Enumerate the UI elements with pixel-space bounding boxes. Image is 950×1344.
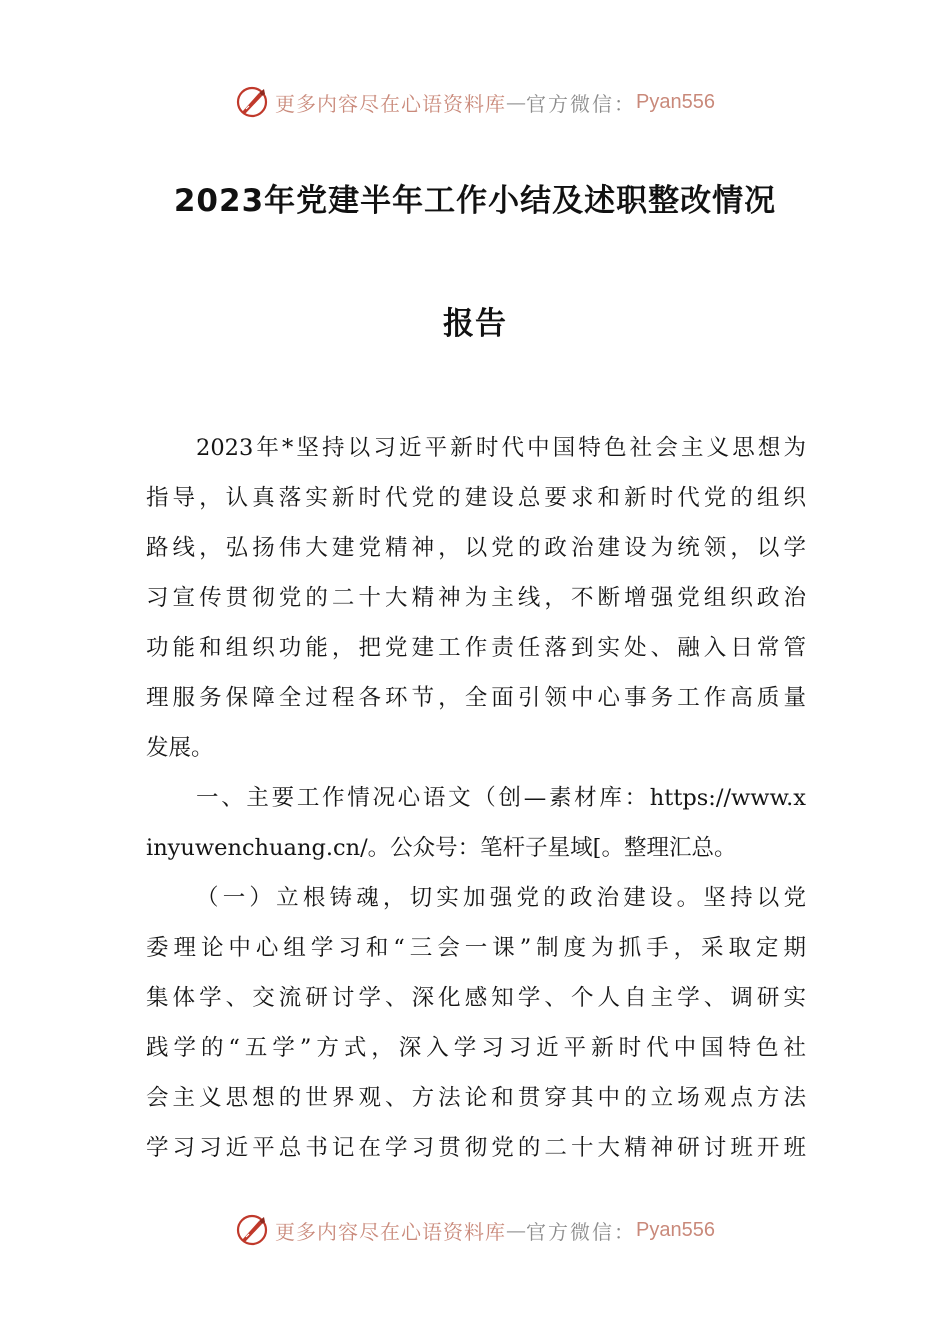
quill-logo-icon bbox=[235, 85, 269, 119]
body-line: 集体学、交流研讨学、深化感知学、个人自主学、调研实 bbox=[146, 985, 806, 1011]
body-line: inyuwenchuang.cn/。公众号：笔杆子星域[。整理汇总。 bbox=[146, 835, 737, 861]
banner-separator: — bbox=[506, 1218, 527, 1242]
banner-wechat-id: Pyan556 bbox=[636, 1218, 715, 1241]
banner-wechat-label: 官方微信： bbox=[526, 1219, 637, 1244]
body-line: 理服务保障全过程各环节，全面引领中心事务工作高质量 bbox=[146, 685, 806, 711]
body-line: 会主义思想的世界观、方法论和贯穿其中的立场观点方法 bbox=[146, 1085, 806, 1111]
body-line: 2023年*坚持以习近平新时代中国特色社会主义思想为 bbox=[196, 435, 806, 461]
body-line: 学习习近平总书记在学习贯彻党的二十大精神研讨班开班 bbox=[146, 1135, 806, 1161]
body-line: 路线，弘扬伟大建党精神，以党的政治建设为统领，以学 bbox=[146, 535, 806, 561]
subsection-line: （一）立根铸魂，切实加强党的政治建设。坚持以党 bbox=[196, 885, 806, 911]
body-line: 践学的“五学”方式，深入学习习近平新时代中国特色社 bbox=[146, 1035, 806, 1061]
banner-text: 更多内容尽在心语资料库 bbox=[275, 1219, 507, 1244]
banner-separator: — bbox=[506, 90, 527, 114]
body-line: 委理论中心组学习和“三会一课”制度为抓手，采取定期 bbox=[146, 935, 806, 961]
body-line: 习宣传贯彻党的二十大精神为主线，不断增强党组织政治 bbox=[146, 585, 806, 611]
banner-text: 更多内容尽在心语资料库 bbox=[275, 91, 507, 116]
section-heading-line: 一、主要工作情况心语文（创—素材库：https://www.x bbox=[196, 785, 806, 811]
header-watermark-banner bbox=[0, 82, 950, 122]
banner-wechat-id: Pyan556 bbox=[636, 90, 715, 113]
body-line: 功能和组织功能，把党建工作责任落到实处、融入日常管 bbox=[146, 635, 806, 661]
quill-logo-icon bbox=[235, 1213, 269, 1247]
body-line: 指导，认真落实新时代党的建设总要求和新时代党的组织 bbox=[146, 485, 806, 511]
document-title-line-1: 2023年党建半年工作小结及述职整改情况 bbox=[173, 183, 777, 219]
body-line: 发展。 bbox=[146, 735, 214, 761]
footer-watermark-banner bbox=[0, 1210, 950, 1250]
document-title-line-2: 报告 bbox=[443, 306, 507, 342]
banner-wechat-label: 官方微信： bbox=[526, 91, 637, 116]
